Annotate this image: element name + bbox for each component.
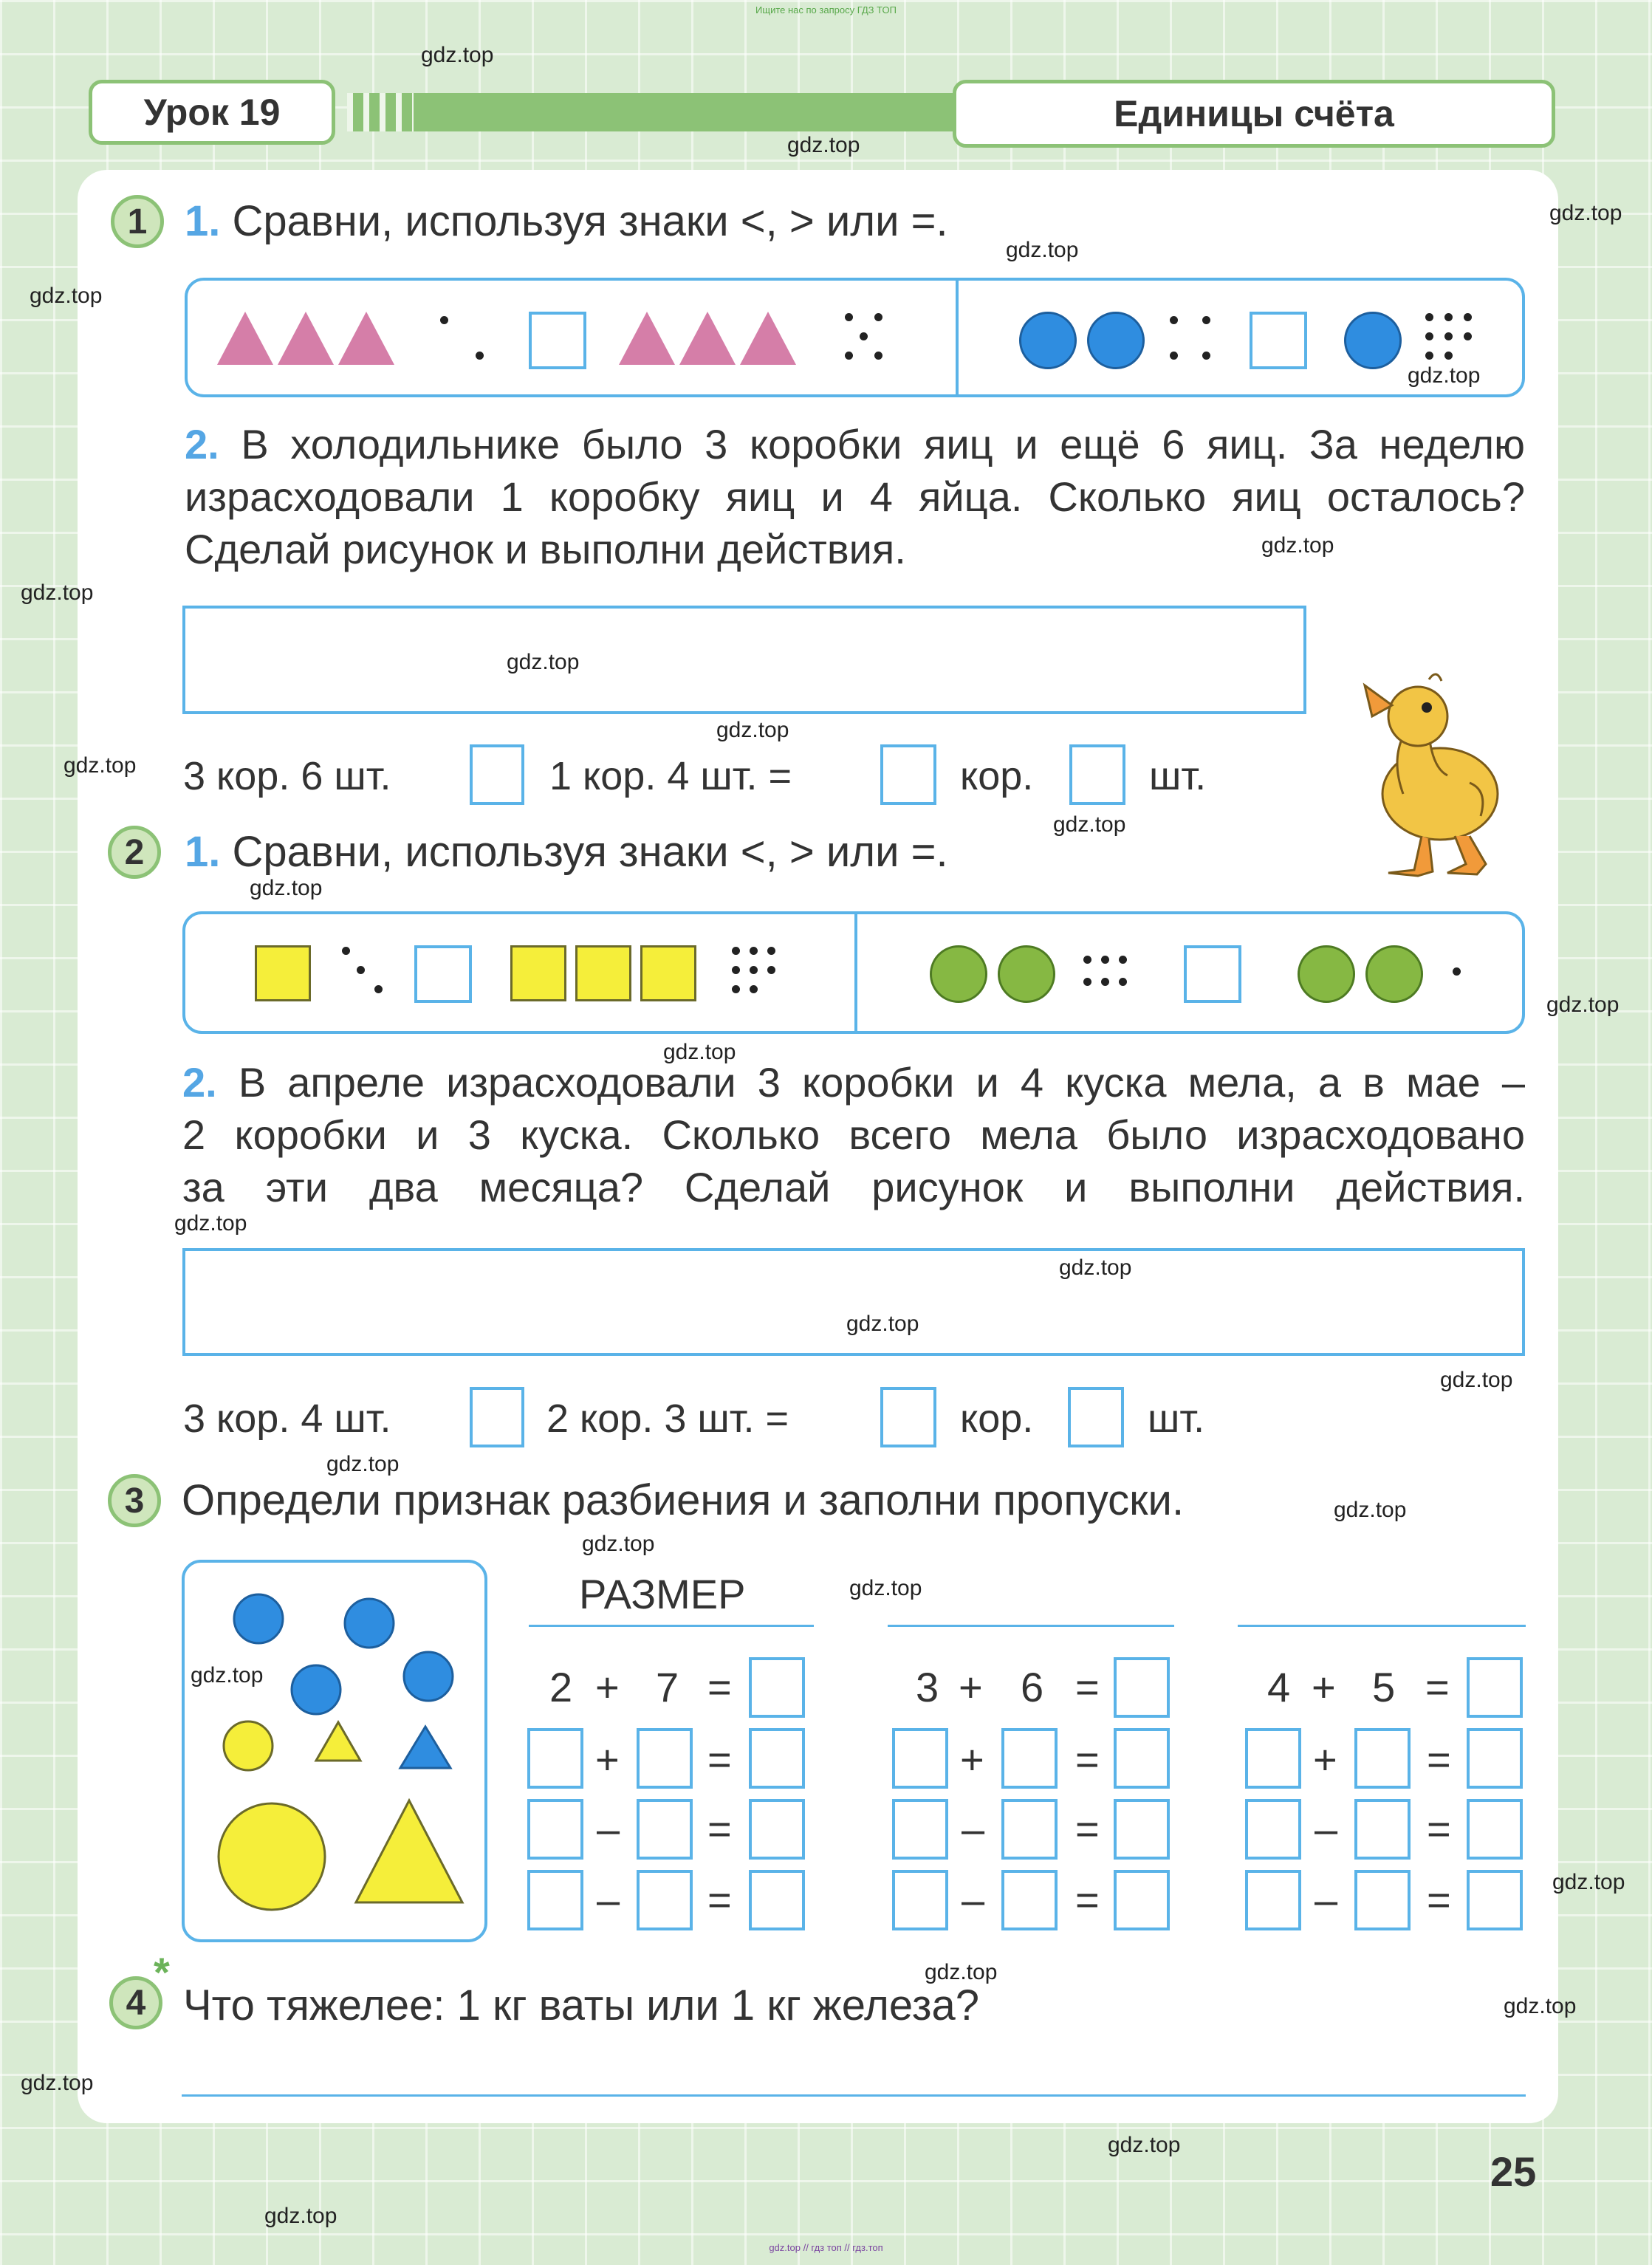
minus-sign: – [1315, 1806, 1338, 1852]
dot [767, 947, 775, 955]
group-3-eq-a: 4 [1267, 1664, 1291, 1710]
task-2-1-num: 1. [185, 828, 221, 876]
green-circle [1365, 945, 1423, 1003]
task-1-pieces-answer[interactable] [1069, 744, 1125, 805]
task-2-unit-boxes: кор. [960, 1397, 1034, 1441]
sum-answer-box[interactable] [749, 1657, 805, 1718]
task-1-unit-pieces: шт. [1149, 754, 1207, 798]
watermark: gdz.top [64, 753, 137, 778]
task-2-expr-b: 2 кор. 3 шт. = [546, 1397, 789, 1441]
watermark: gdz.top [849, 1576, 922, 1600]
task-1-2-line [185, 418, 1525, 470]
watermark: gdz.top [250, 876, 323, 900]
task-2-2-line-1: В апреле израсходовали 3 коробки и 4 куска мела, а в мае – [238, 1059, 1526, 1106]
equals-sign: = [707, 1806, 732, 1852]
watermark: gdz.top [1108, 2133, 1181, 2157]
dot [845, 352, 853, 360]
task-2-1-text [185, 827, 948, 877]
blue-circle [1019, 312, 1077, 369]
watermark: gdz.top [1408, 363, 1481, 388]
dot [1101, 956, 1109, 964]
watermark: gdz.top [716, 718, 789, 742]
fill-box[interactable] [1114, 1870, 1170, 1930]
criterion-line [1238, 1625, 1526, 1627]
group-1-eq-a: 2 [549, 1664, 573, 1710]
pink-triangle [217, 312, 273, 365]
fill-box[interactable] [892, 1799, 948, 1860]
plus-sign: + [1312, 1664, 1336, 1710]
fill-box[interactable] [749, 1870, 805, 1930]
watermark: gdz.top [1261, 533, 1334, 558]
task-1-drawing-area[interactable] [182, 606, 1306, 714]
dot [1170, 352, 1178, 360]
watermark: gdz.top [174, 1211, 247, 1236]
watermark: gdz.top [1006, 238, 1079, 262]
task-2-boxes-answer[interactable] [880, 1387, 936, 1447]
equals-sign: = [1075, 1877, 1100, 1923]
dot [1083, 956, 1091, 964]
fill-box[interactable] [749, 1799, 805, 1860]
dot [1444, 352, 1453, 360]
group-1-eq-b: 7 [656, 1664, 679, 1710]
task-2-sign-box[interactable] [470, 1387, 524, 1447]
dot [342, 947, 350, 955]
compare-divider [956, 281, 959, 394]
watermark: gdz.top [191, 1663, 264, 1687]
pink-triangle [679, 312, 736, 365]
equals-sign: = [1427, 1806, 1451, 1852]
task-1-2-line-3: Сделай рисунок и выполни действия. [185, 526, 906, 572]
dot [1119, 978, 1127, 986]
fill-box[interactable] [749, 1728, 805, 1789]
watermark: gdz.top [326, 1452, 400, 1476]
task-2-1-instruction: Сравни, используя знаки <, > или =. [232, 828, 948, 876]
dot [860, 332, 868, 340]
equals-sign: = [1075, 1736, 1100, 1783]
pink-triangle [338, 312, 394, 365]
yellow-square [510, 945, 566, 1001]
dot [1425, 352, 1433, 360]
watermark: gdz.top [1549, 201, 1622, 225]
watermark: gdz.top [507, 650, 580, 674]
dot [1119, 956, 1127, 964]
dot [1464, 313, 1472, 321]
page-number: 25 [1490, 2148, 1537, 2195]
pink-triangle [278, 312, 334, 365]
dot [732, 985, 740, 993]
dot [845, 313, 853, 321]
footer-note: gdz.top // гдз топ // гдз.топ [769, 2242, 883, 2253]
dot [1202, 352, 1210, 360]
task-1-expr-a: 3 кор. 6 шт. [183, 754, 391, 798]
plus-sign: + [595, 1664, 620, 1710]
minus-sign: – [962, 1877, 985, 1923]
equals-sign: = [1425, 1664, 1450, 1710]
equals-sign: = [707, 1664, 732, 1710]
plus-sign: + [960, 1736, 984, 1783]
watermark: gdz.top [846, 1312, 919, 1336]
dot [750, 947, 758, 955]
fill-box[interactable] [1354, 1728, 1411, 1789]
task-1-2-num: 2. [185, 421, 219, 467]
task-2-2-line [182, 1056, 1525, 1108]
watermark: gdz.top [264, 2204, 337, 2228]
dot [750, 985, 758, 993]
equals-sign: = [707, 1736, 732, 1783]
task-1-expr-b: 1 кор. 4 шт. = [549, 754, 792, 798]
minus-sign: – [962, 1806, 985, 1852]
fill-box[interactable] [1245, 1799, 1301, 1860]
plus-sign: + [959, 1664, 983, 1710]
fill-box[interactable] [1467, 1799, 1523, 1860]
task-2-unit-pieces: шт. [1148, 1397, 1205, 1441]
task-2-2-line-2: 2 коробки и 3 куска. Сколько всего мела было израсходовано [182, 1111, 1525, 1158]
fill-box[interactable] [1354, 1799, 1411, 1860]
shapes-set-box [182, 1560, 487, 1942]
dot [476, 352, 484, 360]
fill-box[interactable] [892, 1728, 948, 1789]
watermark: gdz.top [21, 580, 94, 605]
header-bar [347, 93, 960, 131]
yellow-square [640, 945, 696, 1001]
task-2-drawing-area[interactable] [182, 1248, 1525, 1356]
compare-answer-box[interactable] [1250, 312, 1307, 369]
compare-answer-box[interactable] [529, 312, 586, 369]
pink-triangle [740, 312, 796, 365]
watermark: gdz.top [787, 133, 860, 157]
plus-sign: + [1313, 1736, 1337, 1783]
fill-box[interactable] [527, 1799, 583, 1860]
watermark: gdz.top [1504, 1994, 1577, 2018]
criterion-line [529, 1625, 814, 1627]
watermark: gdz.top [421, 43, 494, 67]
task-1-1-instruction: Сравни, используя знаки <, > или =. [232, 197, 948, 245]
dot [874, 352, 882, 360]
task-2-2-text [182, 1056, 1525, 1213]
dot [732, 966, 740, 974]
green-circle [998, 945, 1055, 1003]
watermark: gdz.top [1552, 1870, 1625, 1894]
fill-box[interactable] [527, 1728, 583, 1789]
pink-triangle [619, 312, 675, 365]
minus-sign: – [597, 1877, 620, 1923]
yellow-square [255, 945, 311, 1001]
task-3-number: 3 [108, 1474, 161, 1527]
task-2-number: 2 [108, 826, 161, 879]
dot [874, 313, 882, 321]
watermark: gdz.top [582, 1532, 655, 1556]
watermark: gdz.top [1053, 812, 1126, 837]
task-1-number: 1 [111, 195, 164, 248]
task-2-pieces-answer[interactable] [1068, 1387, 1124, 1447]
watermark: gdz.top [1059, 1255, 1132, 1280]
partition-criterion: РАЗМЕР [579, 1571, 746, 1617]
task-4-number: 4 [109, 1976, 162, 2029]
star-mark: * [154, 1949, 170, 1995]
fill-box[interactable] [1114, 1799, 1170, 1860]
watermark: gdz.top [1440, 1368, 1513, 1392]
answer-line[interactable] [182, 2094, 1526, 2097]
watermark: gdz.top [925, 1960, 998, 1984]
dot [1453, 967, 1461, 976]
plus-sign: + [595, 1736, 620, 1783]
blue-circle [1087, 312, 1145, 369]
dot [440, 316, 448, 324]
fill-box[interactable] [1001, 1799, 1058, 1860]
fill-box[interactable] [637, 1870, 693, 1930]
criterion-line [888, 1625, 1174, 1627]
dot [374, 985, 383, 993]
dot [1444, 313, 1453, 321]
dot [1425, 332, 1433, 340]
task-3-instruction: Определи признак разбиения и заполни пропуски. [182, 1476, 1185, 1524]
task-2-2-line-3: за эти два месяца? Сделай рисунок и выполни действия. [182, 1164, 1525, 1210]
fill-box[interactable] [1001, 1728, 1058, 1789]
dot [1425, 313, 1433, 321]
green-circle [1298, 945, 1355, 1003]
dot [1444, 332, 1453, 340]
task-1-1-num: 1. [185, 197, 221, 245]
dot [732, 947, 740, 955]
fill-box[interactable] [1467, 1728, 1523, 1789]
dot [1202, 316, 1210, 324]
sum-answer-box[interactable] [1114, 1657, 1170, 1718]
task-2-2-num: 2. [182, 1059, 217, 1106]
task-1-2-line-2: израсходовали 1 коробку яиц и 4 яйца. Сколько яиц осталось? [185, 473, 1525, 520]
yellow-square [575, 945, 631, 1001]
fill-box[interactable] [1245, 1870, 1301, 1930]
fill-box[interactable] [637, 1728, 693, 1789]
task-2-expr-a: 3 кор. 4 шт. [183, 1397, 391, 1441]
lesson-label: Урок 19 [89, 80, 335, 145]
sum-answer-box[interactable] [1467, 1657, 1523, 1718]
blue-circle [1344, 312, 1402, 369]
fill-box[interactable] [1467, 1870, 1523, 1930]
task-1-compare-box [185, 278, 1525, 397]
watermark: gdz.top [21, 2071, 94, 2095]
fill-box[interactable] [637, 1799, 693, 1860]
minus-sign: – [597, 1806, 620, 1852]
green-circle [930, 945, 987, 1003]
equals-sign: = [707, 1877, 732, 1923]
watermark: gdz.top [30, 284, 103, 308]
fill-box[interactable] [1114, 1728, 1170, 1789]
fill-box[interactable] [527, 1870, 583, 1930]
group-2-eq-b: 6 [1021, 1664, 1044, 1710]
compare-answer-box[interactable] [1184, 945, 1241, 1003]
group-2-eq-a: 3 [916, 1664, 939, 1710]
task-1-boxes-answer[interactable] [880, 744, 936, 805]
fill-box[interactable] [1001, 1870, 1058, 1930]
equals-sign: = [1427, 1877, 1451, 1923]
dot [1170, 316, 1178, 324]
compare-answer-box[interactable] [414, 945, 472, 1003]
duckling-illustration [1359, 665, 1507, 879]
watermark: gdz.top [1334, 1498, 1407, 1522]
watermark: gdz.top [1546, 993, 1620, 1017]
task-1-sign-box[interactable] [470, 744, 524, 805]
minus-sign: – [1315, 1877, 1338, 1923]
dot [1101, 978, 1109, 986]
task-2-compare-box [182, 911, 1525, 1034]
equals-sign: = [1075, 1806, 1100, 1852]
watermark: gdz.top [663, 1040, 736, 1064]
dot [1464, 332, 1472, 340]
equals-sign: = [1075, 1664, 1100, 1710]
dot [357, 966, 365, 974]
task-1-unit-boxes: кор. [960, 754, 1034, 798]
dot [750, 966, 758, 974]
dot [767, 966, 775, 974]
task-1-1-text [185, 196, 948, 246]
task-4-question: Что тяжелее: 1 кг ваты или 1 кг железа? [183, 1981, 979, 2029]
dot [1083, 978, 1091, 986]
task-1-2-line-1: В холодильнике было 3 коробки яиц и ещё 6 яиц. За неделю [241, 421, 1525, 467]
header-stripes [347, 93, 414, 131]
fill-box[interactable] [892, 1870, 948, 1930]
topic-title: Единицы счёта [953, 80, 1555, 148]
fill-box[interactable] [1245, 1728, 1301, 1789]
compare-divider [854, 914, 857, 1031]
shapes-set [185, 1563, 484, 1939]
group-3-eq-b: 5 [1372, 1664, 1396, 1710]
fill-box[interactable] [1354, 1870, 1411, 1930]
equals-sign: = [1427, 1736, 1451, 1783]
search-hint: Ищите нас по запросу ГДЗ ТОП [755, 4, 897, 16]
